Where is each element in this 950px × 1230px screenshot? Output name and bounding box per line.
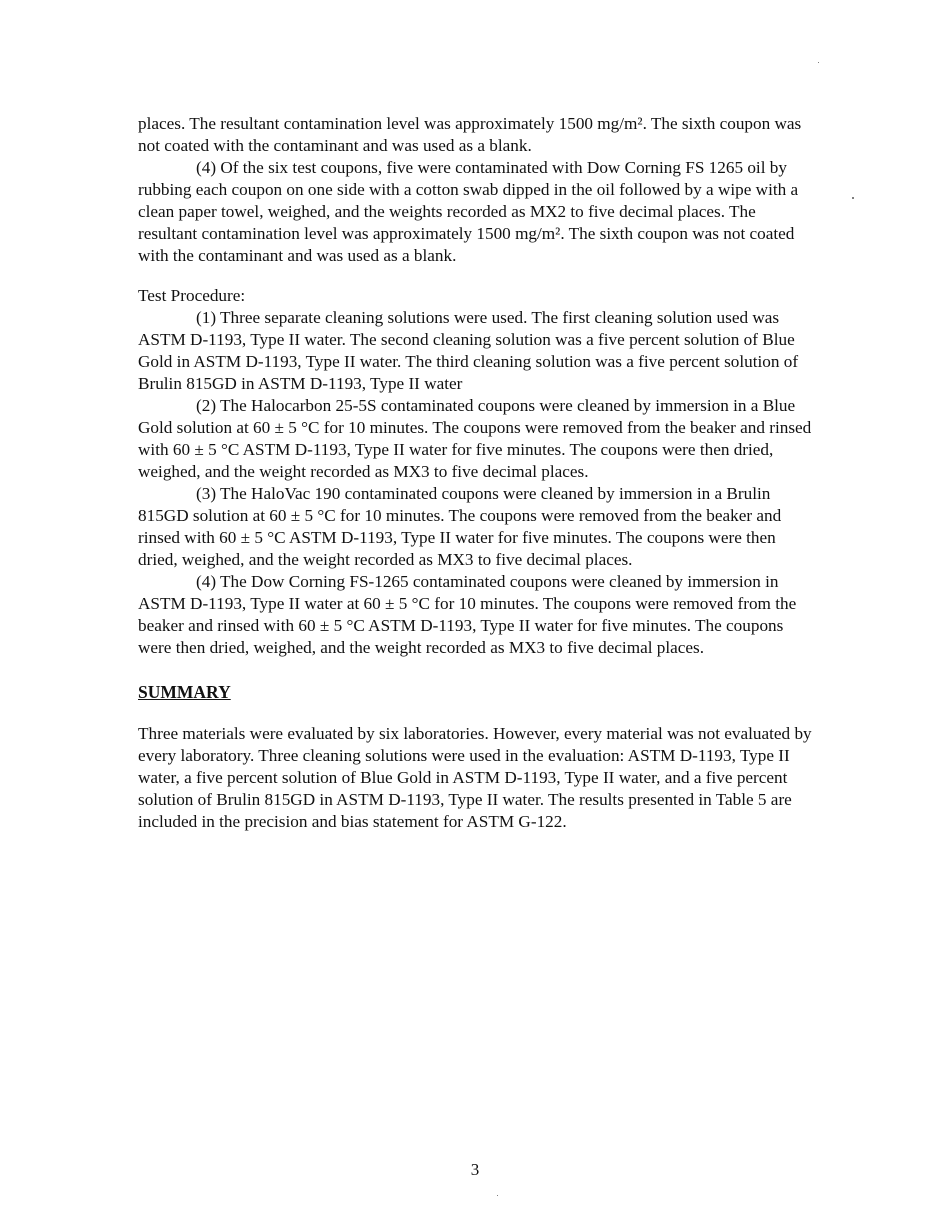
procedure-step-3: (3) The HaloVac 190 contaminated coupons were cleaned by immersion in a Brulin 815GD solution at 60 ± 5 °C for 10 minutes. The coupons were removed from the beaker and rinsed with 60 ± 5 °C ASTM D-1193, Type II water for five minutes. The coupons were then dried, weighed, and the weight recorded as MX3 to five decimal places. bbox=[138, 484, 782, 569]
procedure-step-4: (4) The Dow Corning FS-1265 contaminated coupons were cleaned by immersion in ASTM D-1193, Type II water at 60 ± 5 °C for 10 minutes. The coupons were removed from the beaker and rinsed with 60 ± 5 °C ASTM D-1193, Type II water for five minutes. The coupons were then dried, weighed, and the weight recorded as MX3 to five decimal places. bbox=[138, 572, 797, 657]
intro-paragraph-1: places. The resultant contamination level was approximately 1500 mg/m². The sixth coupon was not coated with the contaminant and was used as a blank. bbox=[138, 114, 802, 155]
scan-speck bbox=[497, 1195, 498, 1196]
summary-heading: SUMMARY bbox=[138, 682, 231, 702]
intro-paragraph-2: (4) Of the six test coupons, five were contaminated with Dow Corning FS 1265 oil by rubbing each coupon on one side with a cotton swab dipped in the oil followed by a wipe with a clean paper towel, weighed, and the weights recorded as MX2 to five decimal places. The resultant contamination level was approximately 1500 mg/m². The sixth coupon was not coated with the contaminant and was used as a blank. bbox=[138, 158, 799, 265]
document-body bbox=[138, 113, 818, 833]
test-procedure-label: Test Procedure: bbox=[138, 286, 246, 305]
procedure-step-1: (1) Three separate cleaning solutions were used. The first cleaning solution used was ASTM D-1193, Type II water. The second cleaning solution was a five percent solution of Blue Gold in ASTM D-1193, Type II water. The third cleaning solution was a five percent solution of Brulin 815GD in ASTM D-1193, Type II water bbox=[138, 308, 799, 393]
scan-speck bbox=[818, 62, 819, 63]
procedure-step-2: (2) The Halocarbon 25-5S contaminated coupons were cleaned by immersion in a Blue Gold solution at 60 ± 5 °C for 10 minutes. The coupons were removed from the beaker and rinsed with 60 ± 5 °C ASTM D-1193, Type II water for five minutes. The coupons were then dried, weighed, and the weight recorded as MX3 to five decimal places. bbox=[138, 396, 812, 481]
scan-speck bbox=[852, 197, 854, 199]
summary-paragraph: Three materials were evaluated by six laboratories. However, every material was not evaluated by every laboratory. Three cleaning solutions were used in the evaluation: ASTM D-1193, Type II water, a five percent solution of Blue Gold in ASTM D-1193, Type II water, and a five percent solution of Brulin 815GD in ASTM D-1193, Type II water. The results presented in Table 5 are included in the precision and bias statement for ASTM G-122. bbox=[138, 724, 812, 831]
page-number: 3 bbox=[470, 1160, 480, 1179]
